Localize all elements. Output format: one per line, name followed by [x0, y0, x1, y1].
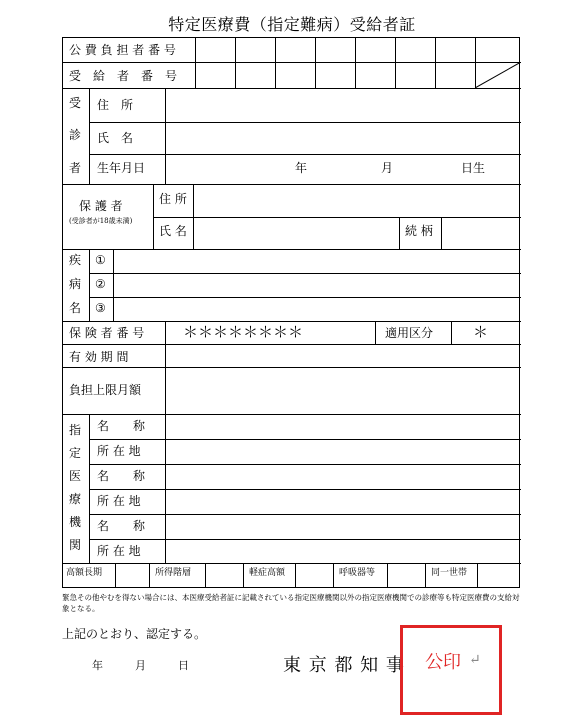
emergency-note: 緊急その他やむを得ない場合には、本医療受給者証に記載されている指定医療機関以外の指定医療機関での診療等も特定医療費の支給対象となる。 [62, 593, 520, 613]
facility-2-address-label: 所 在 地 [97, 494, 141, 508]
patient-address-label: 住 所 [97, 98, 134, 112]
insurer-number-label: 保 険 者 番 号 [69, 326, 145, 340]
guardian-name-label: 氏 名 [159, 224, 187, 238]
birthdate-label: 生年月日 [97, 161, 146, 175]
payer-number-label: 公 費 負 担 者 番 号 [69, 43, 176, 57]
flag-income-bracket: 所得階層 [155, 568, 192, 578]
facility-3-name-label: 名 称 [97, 519, 146, 533]
flag-mild-high-cost: 軽症高額 [249, 568, 286, 578]
official-seal-label: 公印 [425, 652, 461, 673]
limit-label: 負担上限月額 [69, 383, 142, 397]
category-value: ＊ [473, 323, 489, 341]
patient-name-label: 氏 名 [97, 131, 134, 145]
issuer-name: 東 京 都 知 事 [283, 655, 405, 676]
birth-day: 日生 [461, 161, 486, 175]
facility-label-4: 療 [69, 492, 82, 506]
category-label: 適用区分 [385, 326, 434, 340]
guardian-label: 保 護 者 [79, 199, 123, 213]
disease-label-3: 名 [69, 301, 82, 315]
guardian-note: (受診者が18歳未満) [69, 217, 133, 225]
issue-day-label: 日 [178, 659, 189, 672]
disease-number-2: ② [95, 277, 106, 291]
disease-label-1: 疾 [69, 253, 82, 267]
return-mark-icon: ↵ [469, 652, 481, 668]
disease-number-3: ③ [95, 301, 106, 315]
blank-diagonal [475, 62, 521, 88]
disease-label-2: 病 [69, 277, 82, 291]
birth-month: 月 [381, 161, 394, 175]
facility-label-1: 指 [69, 423, 82, 437]
patient-label-1: 受 [69, 96, 82, 110]
facility-label-5: 機 [69, 515, 82, 529]
birth-year: 年 [295, 161, 308, 175]
disease-number-1: ① [95, 253, 106, 267]
issue-year-label: 年 [92, 659, 103, 672]
patient-label-3: 者 [69, 161, 82, 175]
facility-label-2: 定 [69, 446, 82, 460]
recipient-number-label: 受 給 者 番 号 [69, 69, 178, 83]
relation-label: 続 柄 [405, 224, 433, 238]
facility-label-6: 関 [69, 538, 82, 552]
facility-2-name-label: 名 称 [97, 469, 146, 483]
document-title: 特定医療費（指定難病）受給者証 [168, 15, 416, 34]
facility-1-name-label: 名 称 [97, 419, 146, 433]
guardian-address-label: 住 所 [159, 192, 187, 206]
facility-label-3: 医 [69, 469, 82, 483]
flag-respirator: 呼吸器等 [339, 568, 376, 578]
validity-label: 有 効 期 間 [69, 350, 129, 364]
certificate-form [62, 37, 520, 588]
insurer-number-value: ＊＊＊＊＊＊＊＊ [183, 323, 304, 341]
issue-month-label: 月 [135, 659, 146, 672]
facility-1-address-label: 所 在 地 [97, 444, 141, 458]
certify-text: 上記のとおり、認定する。 [62, 627, 207, 641]
flag-same-household: 同一世帯 [431, 568, 468, 578]
patient-label-2: 診 [69, 128, 82, 142]
flag-high-cost-long-term: 高額長期 [66, 568, 103, 578]
facility-3-address-label: 所 在 地 [97, 544, 141, 558]
